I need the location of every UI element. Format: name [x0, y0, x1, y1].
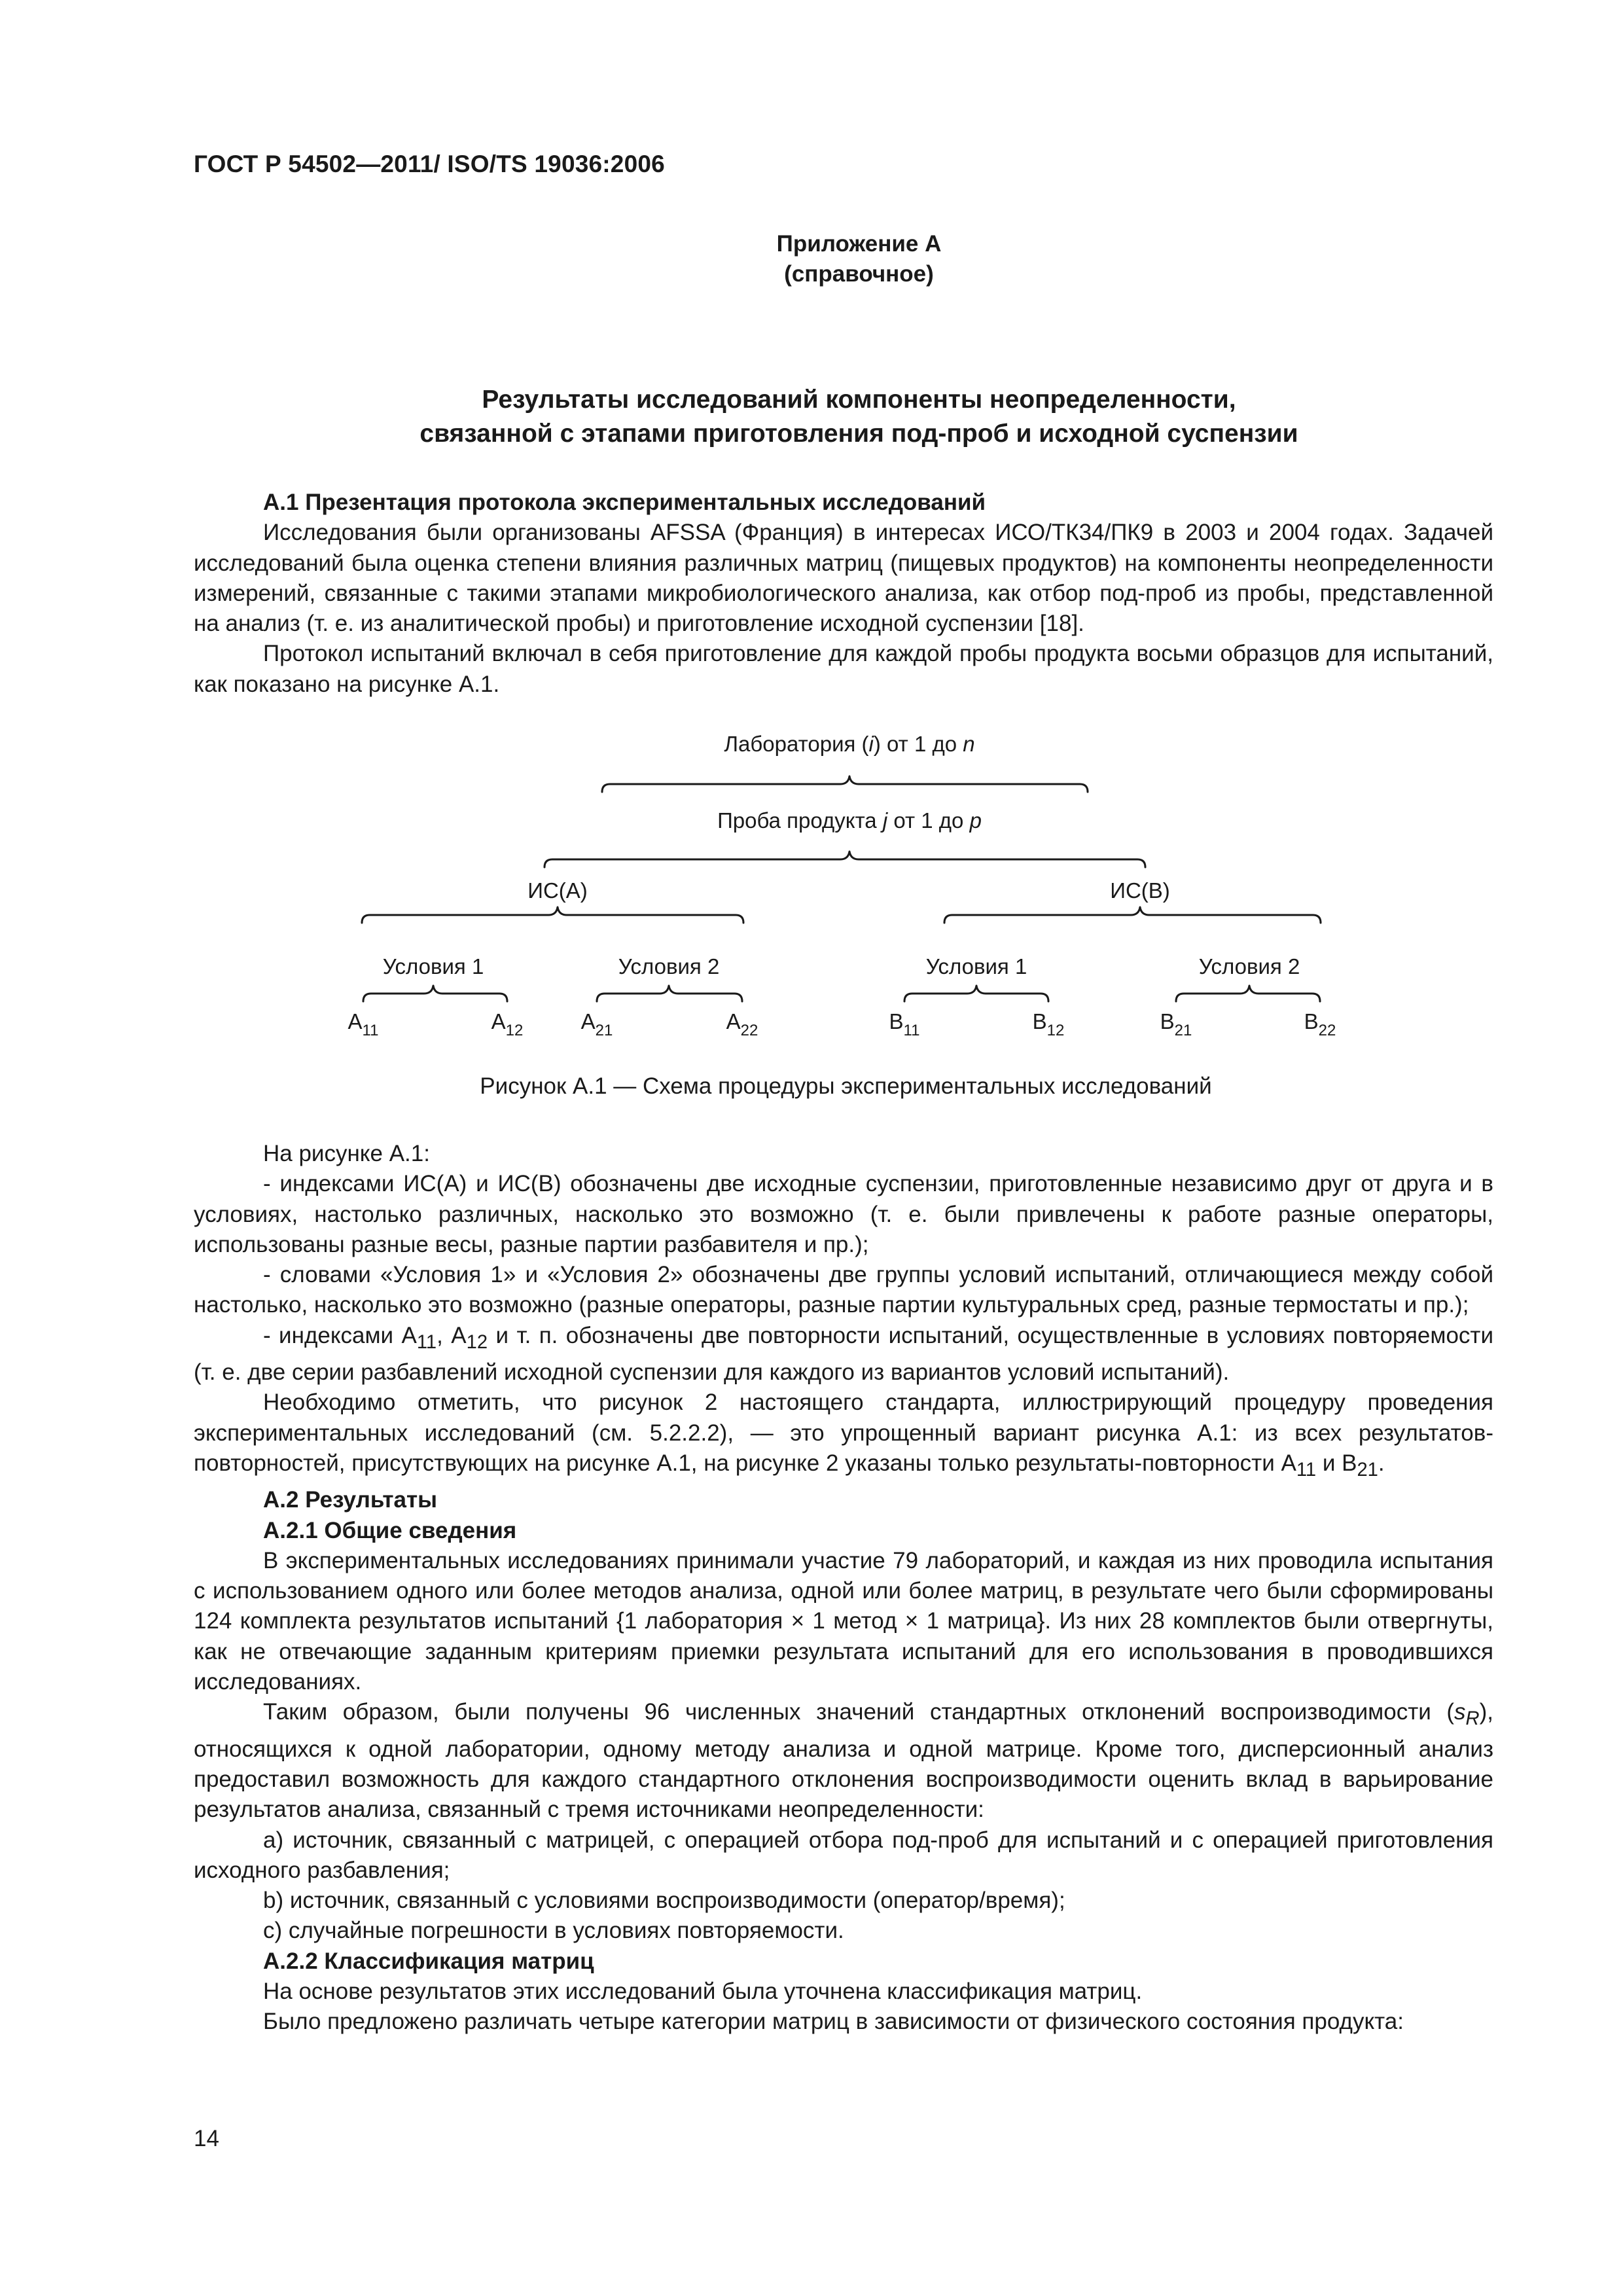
explanation-note: Необходимо отметить, что рисунок 2 настоящего стандарта, иллюстрирующий процедуру проведения экспериментальных исследований (см. 5.2.2.2), — это упрощенный вариант рисунка А.1: из всех результатов-повторностей, присутствующих на рисунке А.1, на рисунке 2 указаны только результаты-повторности $А_{11}$ и $В_{21}$. — [194, 1390, 1493, 1480]
leaf-b21: $B_{21}$ — [1160, 1009, 1192, 1039]
leaf-b12: $B_{12}$ — [1032, 1009, 1065, 1039]
figure-a1-diagram — [0, 713, 1623, 1080]
annex-label — [0, 229, 1623, 289]
section-a1 — [194, 488, 1493, 700]
annex-heading-line2: связанной с этапами приготовления под-проб и исходной суспензии — [419, 420, 1298, 448]
section-a22-paragraph-2: Было предложено различать четыре категории матриц в зависимости от физического состояния продукта: — [263, 2009, 1404, 2035]
brace-is-b — [944, 907, 1321, 923]
figure-explanation — [194, 1139, 1493, 2037]
annex-heading — [0, 383, 1623, 451]
label-b-cond2: Условия 2 — [1198, 954, 1300, 978]
brace-a-cond2 — [597, 986, 742, 1001]
annex-heading-line1: Результаты исследований компоненты неопределенности, — [482, 386, 1236, 414]
figure-caption — [0, 1073, 1623, 1100]
label-a-cond2: Условия 2 — [618, 954, 720, 978]
section-a1-paragraph-1: Исследования были организованы AFSSA (Франция) в интересах ИСО/ТК34/ПК9 в 2003 и 2004 годах. Задачей исследований была оценка степени влияния различных матриц (пищевых продуктов) на компоненты неопределенности измерений, связанные с такими этапами микробиологического анализа, как отбор под-проб из пробы, представленной на анализ (т. е. из аналитической пробы) и приготовление исходной суспензии [18]. — [194, 520, 1493, 637]
label-product: Проба продукта j от 1 до p — [717, 808, 982, 833]
label-is-b: ИС(В) — [1110, 878, 1170, 903]
explanation-item-3: - индексами $А_{11}$, $А_{12}$ и т. п. обозначены две повторности испытаний, осуществленные в условиях повторяемости (т. е. две серии разбавлений исходной суспензии для каждого из вариантов условий испытаний). — [194, 1322, 1494, 1386]
brace-product — [544, 852, 1145, 867]
brace-laboratory — [602, 776, 1088, 792]
label-b-cond1: Условия 1 — [925, 954, 1027, 978]
section-a21-heading: А.2.1 Общие сведения — [263, 1517, 517, 1543]
leaf-b22: $B_{22}$ — [1304, 1009, 1336, 1039]
label-a-cond1: Условия 1 — [382, 954, 484, 978]
leaf-a22: $A_{22}$ — [726, 1009, 758, 1039]
section-a2-heading: А.2 Результаты — [263, 1487, 437, 1513]
list-item-c: с) случайные погрешности в условиях повторяемости. — [263, 1918, 844, 1944]
brace-b-cond2 — [1176, 986, 1320, 1001]
hierarchy-diagram — [0, 713, 1623, 1080]
document-header: ГОСТ Р 54502—2011/ ISO/TS 19036:2006 — [194, 151, 665, 177]
section-a21-paragraph-2: Таким образом, были получены 96 численных значений стандартных отклонений воспроизводимости $(s_R)$, относящихся к одной лаборатории, одному методу анализа и одной матрице. Кроме того, дисперсионный анализ предоставил возможность для каждого стандартного отклонения воспроизводимости оценить вклад в варьирование результатов анализа, связанный с тремя источниками неопределенности: — [194, 1699, 1493, 1823]
leaf-a12: $A_{12}$ — [491, 1009, 524, 1039]
brace-a-cond1 — [363, 986, 507, 1001]
label-laboratory: Лаборатория (i) от 1 до n — [724, 732, 975, 756]
annex-type: (справочное) — [784, 261, 934, 287]
list-item-b: b) источник, связанный с условиями воспроизводимости (оператор/время); — [263, 1888, 1065, 1914]
explanation-item-2: - словами «Условия 1» и «Условия 2» обозначены две группы условий испытаний, отличающиеся между собой настолько, насколько это возможно (разные операторы, разные партии культуральных сред, разные термостаты и пр.); — [194, 1262, 1493, 1318]
page-number: 14 — [194, 2126, 219, 2151]
brace-is-a — [362, 907, 743, 923]
section-a22-heading: А.2.2 Классификация матриц — [263, 1948, 594, 1974]
section-a22-paragraph-1: На основе результатов этих исследований была уточнена классификация матриц. — [263, 1979, 1143, 2005]
brace-b-cond1 — [904, 986, 1048, 1001]
section-a1-heading: А.1 Презентация протокола экспериментальных исследований — [263, 490, 986, 515]
leaf-a11: $A_{11}$ — [348, 1009, 379, 1039]
section-a1-paragraph-2: Протокол испытаний включал в себя приготовление для каждой пробы продукта восьми образцов для испытаний, как показано на рисунке А.1. — [194, 641, 1493, 697]
leaf-a21: $A_{21}$ — [580, 1009, 613, 1039]
section-a21-paragraph-1: В экспериментальных исследованиях принимали участие 79 лабораторий, и каждая из них проводила испытания с использованием одного или более методов анализа, одной или более матриц, в результате чего были сформированы 124 комплекта результатов испытаний {1 лаборатория × 1 метод × 1 матрица}. Из них 28 комплектов были отвергнуты, как не отвечающие заданным критериям приемки результата испытаний для его использования в проводившихся исследованиях. — [194, 1547, 1493, 1695]
explanation-item-1: - индексами ИС(А) и ИС(В) обозначены две исходные суспензии, приготовленные независимо друг от друга и в условиях, настолько различных, насколько это возможно (т. е. были привлечены к работе разные операторы, использованы разные весы, разные партии разбавителя и пр.); — [194, 1171, 1493, 1257]
leaf-b11: $B_{11}$ — [889, 1009, 920, 1039]
list-item-a: а) источник, связанный с матрицей, с операцией отбора под-проб для испытаний и с операцией приготовления исходного разбавления; — [194, 1827, 1493, 1883]
annex-title: Приложение А — [776, 231, 942, 257]
explanation-intro: На рисунке А.1: — [263, 1141, 430, 1166]
label-is-a: ИС(А) — [527, 878, 588, 903]
figure-caption-text: Рисунок А.1 — Схема процедуры экспериментальных исследований — [480, 1073, 1212, 1099]
